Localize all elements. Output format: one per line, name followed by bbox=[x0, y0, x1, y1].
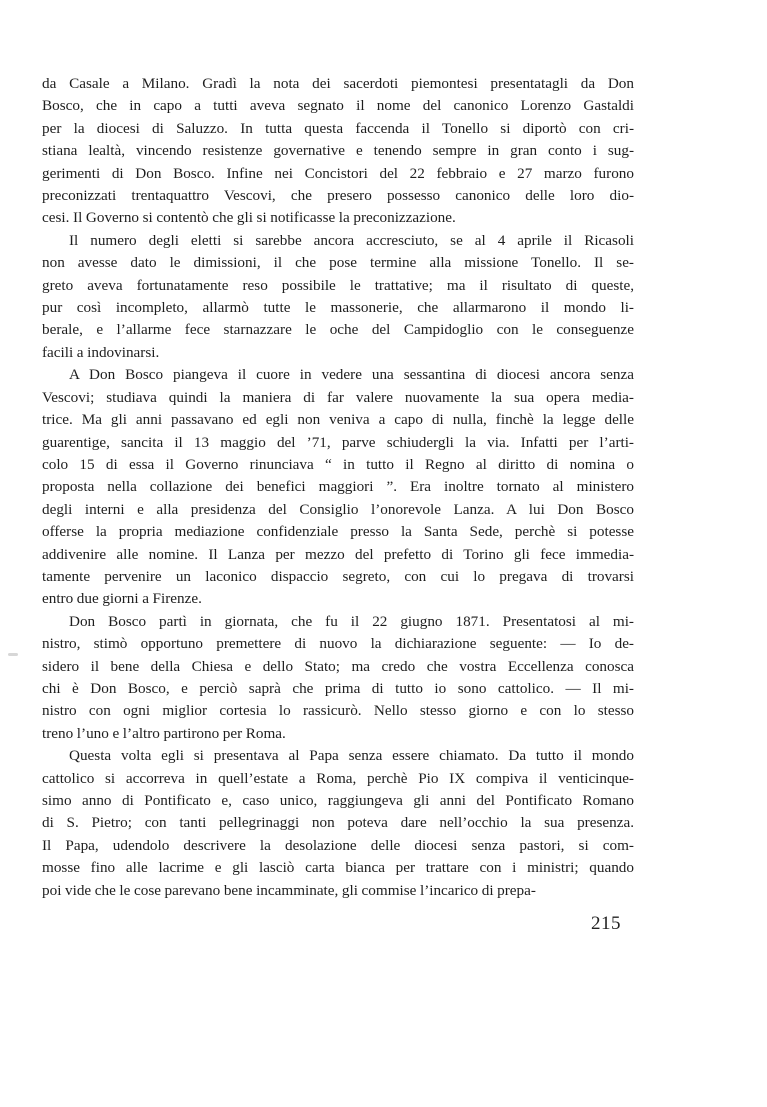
text-line: treno l’uno e l’altro partirono per Roma. bbox=[42, 724, 286, 742]
text-line: non avesse dato le dimissioni, il che pose termine alla missione Tonello. Il se- bbox=[42, 254, 634, 272]
text-line: sidero il bene della Chiesa e dello Stato; ma credo che vostra Eccellenza conosca bbox=[42, 657, 634, 675]
scan-artifact-speck bbox=[8, 653, 18, 656]
text-line: greto aveva fortunatamente reso possibile le trattative; ma il risultato di queste, bbox=[42, 276, 634, 294]
text-line: Il numero degli eletti si sarebbe ancora accresciuto, se al 4 aprile il Ricasoli bbox=[69, 231, 634, 249]
text-line: addivenire alle nomine. Il Lanza per mezzo del prefetto di Torino gli fece immedia- bbox=[42, 545, 634, 563]
text-line: offerse la propria mediazione confidenziale presso la Santa Sede, perchè si potesse bbox=[42, 523, 634, 541]
text-line: chi è Don Bosco, e perciò saprà che prima di tutto io sono cattolico. — Il mi- bbox=[42, 679, 634, 697]
text-line: trice. Ma gli anni passavano ed egli non veniva a capo di nulla, finchè la legge delle bbox=[42, 411, 634, 429]
text-line: berale, e l’allarme fece starnazzare le oche del Campidoglio con le conseguenze bbox=[42, 321, 634, 339]
text-line: Il Papa, udendolo descrivere la desolazione delle diocesi senza pastori, si com- bbox=[42, 836, 634, 854]
text-line: tamente pervenire un laconico dispaccio segreto, con cui lo pregava di trovarsi bbox=[42, 567, 634, 585]
paragraph bbox=[42, 230, 634, 364]
text-line: stiana lealtà, vincendo resistenze governative e tenendo sempre in gran conto i sug- bbox=[42, 142, 634, 160]
text-line: simo anno di Pontificato e, caso unico, raggiungeva gli anni del Pontificato Romano bbox=[42, 792, 634, 809]
text-line: facili a indovinarsi. bbox=[42, 343, 160, 361]
text-line: colo 15 di essa il Governo rinunciava “ in tutto il Regno al diritto di nomina o bbox=[42, 455, 634, 473]
paragraph bbox=[42, 611, 634, 745]
text-line: Vescovi; studiava quindi la maniera di far valere nuovamente la sua opera media- bbox=[42, 388, 634, 406]
text-line: di S. Pietro; con tanti pellegrinaggi non poteva dare nell’occhio la sua presenza. bbox=[42, 814, 634, 832]
text-line: nistro, stimò opportuno premettere di nuovo la dichiarazione seguente: — Io de- bbox=[42, 635, 634, 653]
page-number: 215 bbox=[591, 913, 621, 934]
text-line: pur così incompleto, allarmò tutte le massonerie, che allarmarono il mondo li- bbox=[42, 299, 634, 317]
text-line: degli interni e alla presidenza del Consiglio l’onorevole Lanza. A lui Don Bosco bbox=[42, 500, 634, 518]
text-line: Don Bosco partì in giornata, che fu il 22 giugno 1871. Presentatosi al mi- bbox=[69, 612, 634, 630]
paragraph bbox=[42, 364, 634, 610]
text-line: per la diocesi di Saluzzo. In tutta questa faccenda il Tonello si diportò con cri- bbox=[42, 119, 634, 137]
text-line: da Casale a Milano. Gradì la nota dei sacerdoti piemontesi presentatagli da Don bbox=[42, 75, 634, 92]
text-line: mosse fino alle lacrime e gli lasciò carta bianca per trattare con i ministri; quando bbox=[42, 859, 634, 877]
text-line: guarentige, sancita il 13 maggio del ’71, parve schiudergli la via. Infatti per l’arti- bbox=[42, 433, 634, 451]
text-line: A Don Bosco piangeva il cuore in vedere una sessantina di diocesi ancora senza bbox=[69, 366, 634, 384]
text-line: entro due giorni a Firenze. bbox=[42, 590, 202, 608]
text-line: Bosco, che in capo a tutti aveva segnato il nome del canonico Lorenzo Gastaldi bbox=[42, 97, 634, 115]
text-line: preconizzati trentaquattro Vescovi, che presero possesso canonico delle loro dio- bbox=[42, 187, 634, 205]
text-block bbox=[42, 73, 634, 902]
text-line: proposta nella collazione dei benefici maggiori ”. Era inoltre tornato al ministero bbox=[42, 478, 634, 496]
text-line: cattolico si accorreva in quell’estate a Roma, perchè Pio IX compiva il venticinque- bbox=[42, 769, 634, 787]
text-line: cesi. Il Governo si contentò che gli si notificasse la preconizzazione. bbox=[42, 209, 456, 227]
paragraph bbox=[42, 73, 634, 230]
text-line: nistro con ogni miglior cortesia lo rassicurò. Nello stesso giorno e con lo stesso bbox=[42, 702, 634, 720]
text-line: poi vide che le cose parevano bene incamminate, gli commise l’incarico di prepa- bbox=[42, 881, 536, 899]
paragraph bbox=[42, 745, 634, 902]
text-line: gerimenti di Don Bosco. Infine nei Concistori del 22 febbraio e 27 marzo furono bbox=[42, 164, 634, 182]
text-line: Questa volta egli si presentava al Papa senza essere chiamato. Da tutto il mondo bbox=[69, 747, 634, 765]
